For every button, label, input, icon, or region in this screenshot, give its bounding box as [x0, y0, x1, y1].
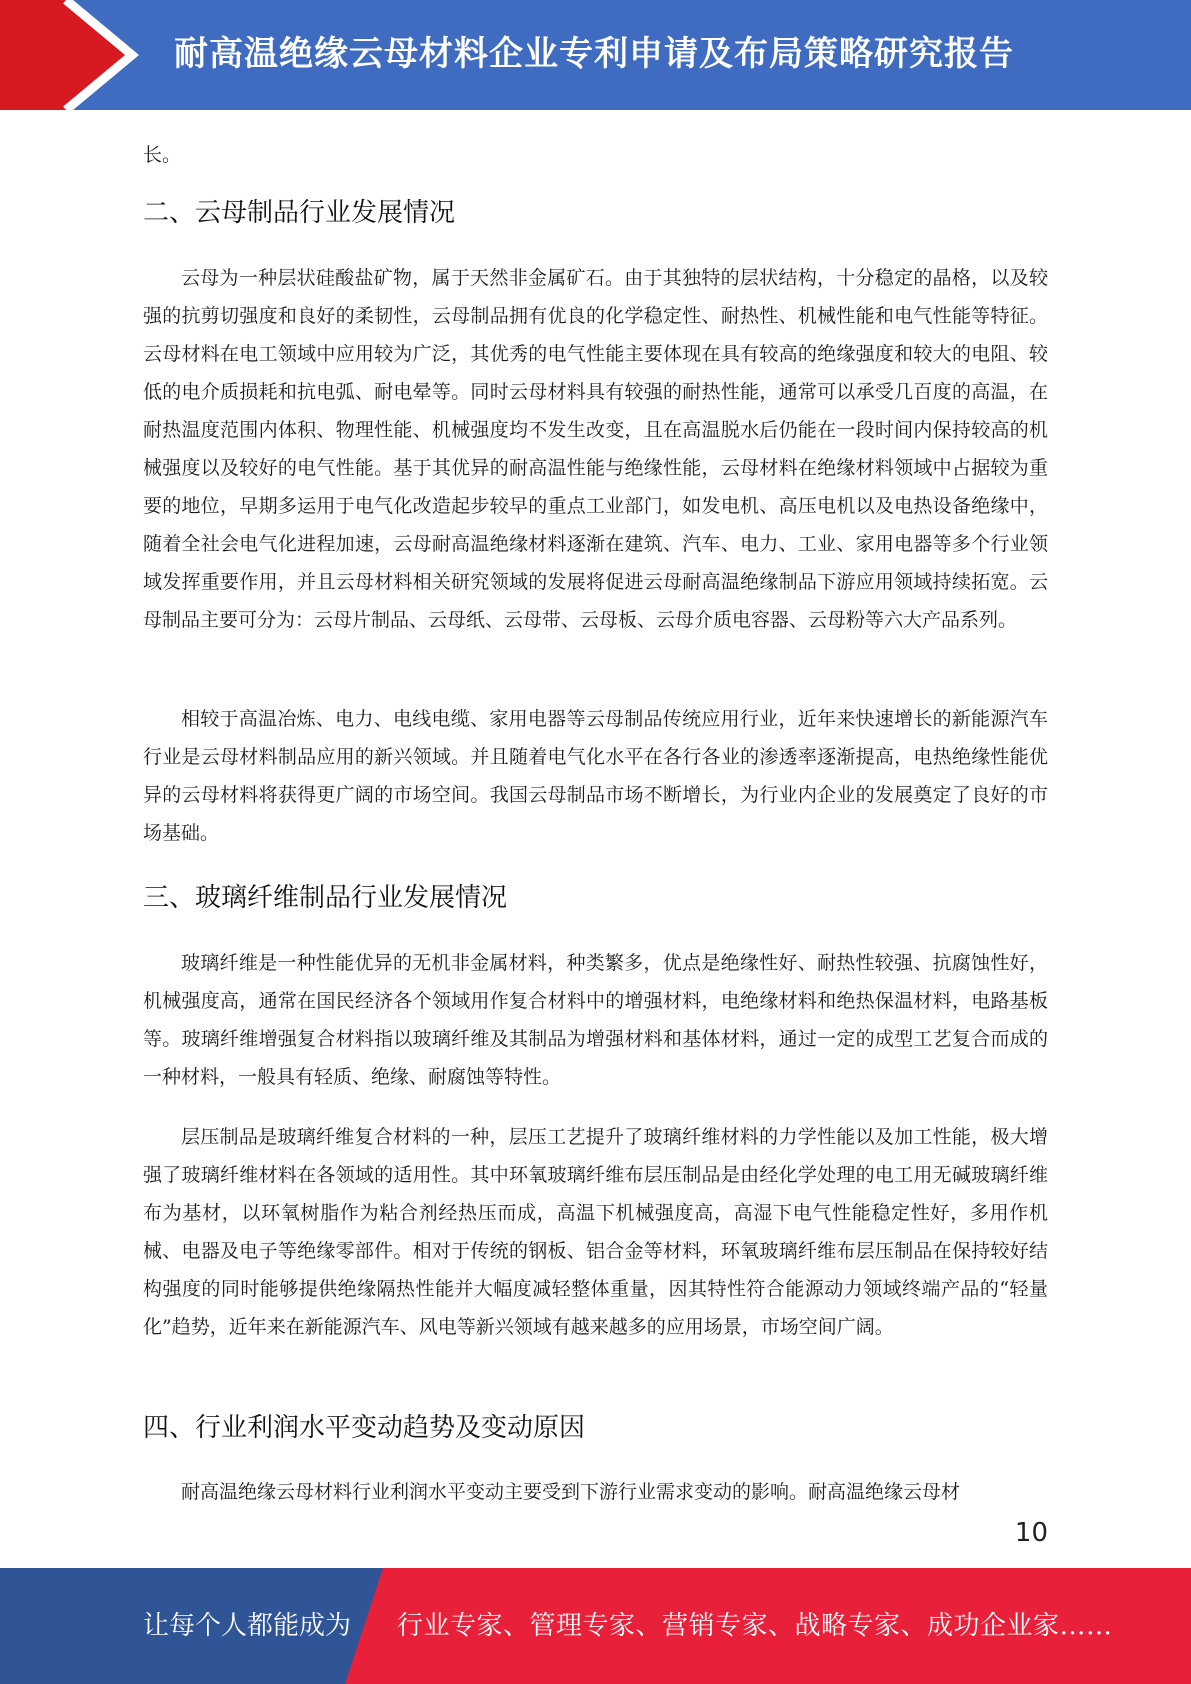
paragraph-glass-fiber-overview: 玻璃纤维是一种性能优异的无机非金属材料，种类繁多，优点是绝缘性好、耐热性较强、抗腐蚀性好，机械强度高，通常在国民经济各个领域用作复合材料中的增强材料，电绝缘材料和绝热保温材料，电路基板等。玻璃纤维增强复合材料指以玻璃纤维及其制品为增强材料和基体材料，通过一定的成型工艺复合而成的一种材料，一般具有轻质、绝缘、耐腐蚀等特性。 — [143, 952, 1048, 1088]
section-heading-4: 四、行业利润水平变动趋势及变动原因 — [143, 1413, 586, 1443]
header-red-chevron — [0, 0, 160, 110]
section-heading-3: 三、玻璃纤维制品行业发展情况 — [143, 883, 508, 913]
paragraph-profit-trend: 耐高温绝缘云母材料行业利润水平变动主要受到下游行业需求变动的影响。耐高温绝缘云母材 — [181, 1481, 961, 1503]
page-header — [0, 0, 1191, 110]
paragraph-mica-overview: 云母为一种层状硅酸盐矿物，属于天然非金属矿石。由于其独特的层状结构，十分稳定的晶格，以及较强的抗剪切强度和良好的柔韧性，云母制品拥有优良的化学稳定性、耐热性、机械性能和电气性能等特征。云母材料在电工领域中应用较为广泛，其优秀的电气性能主要体现在具有较高的绝缘强度和较大的电阻、较低的电介质损耗和抗电弧、耐电晕等。同时云母材料具有较强的耐热性能，通常可以承受几百度的高温，在耐热温度范围内体积、物理性能、机械强度均不发生改变，且在高温脱水后仍能在一段时间内保持较高的机械强度以及较好的电气性能。基于其优异的耐高温性能与绝缘性能，云母材料在绝缘材料领域中占据较为重要的地位，早期多运用于电气化改造起步较早的重点工业部门，如发电机、高压电机以及电热设备绝缘中，随着全社会电气化进程加速，云母耐高温绝缘材料逐渐在建筑、汽车、电力、工业、家用电器等多个行业领域发挥重要作用，并且云母材料相关研究领域的发展将促进云母耐高温绝缘制品下游应用领域持续拓宽。云母制品主要可分为：云母片制品、云母纸、云母带、云母板、云母介质电容器、云母粉等六大产品系列。 — [143, 267, 1048, 631]
continued-text-fragment: 长。 — [143, 144, 182, 166]
paragraph-laminate-products: 层压制品是玻璃纤维复合材料的一种，层压工艺提升了玻璃纤维材料的力学性能以及加工性能，极大增强了玻璃纤维材料在各领域的适用性。其中环氧玻璃纤维布层压制品是由经化学处理的电工用无碱玻璃纤维布为基材，以环氧树脂作为粘合剂经热压而成，高温下机械强度高，高湿下电气性能稳定性好，多用作机械、电器及电子等绝缘零部件。相对于传统的钢板、铝合金等材料，环氧玻璃纤维布层压制品在保持较好结构强度的同时能够提供绝缘隔热性能并大幅度减轻整体重量，因其特性符合能源动力领域终端产品的“轻量化”趋势，近年来在新能源汽车、风电等新兴领域有越来越多的应用场景，市场空间广阔。 — [143, 1126, 1048, 1338]
footer-slogan-right: 行业专家、管理专家、营销专家、战略专家、成功企业家…… — [397, 1611, 1113, 1641]
footer-slogan-left: 让每个人都能成为 — [143, 1611, 352, 1641]
page-footer — [0, 1568, 1191, 1684]
section-heading-2: 二、云母制品行业发展情况 — [143, 198, 456, 228]
report-title: 耐高温绝缘云母材料企业专利申请及布局策略研究报告 — [174, 34, 1014, 74]
paragraph-mica-market: 相较于高温冶炼、电力、电线电缆、家用电器等云母制品传统应用行业，近年来快速增长的新能源汽车行业是云母材料制品应用的新兴领域。并且随着电气化水平在各行各业的渗透率逐渐提高，电热绝缘性能优异的云母材料将获得更广阔的市场空间。我国云母制品市场不断增长，为行业内企业的发展奠定了良好的市场基础。 — [143, 708, 1048, 844]
page-number: 10 — [1014, 1518, 1048, 1548]
